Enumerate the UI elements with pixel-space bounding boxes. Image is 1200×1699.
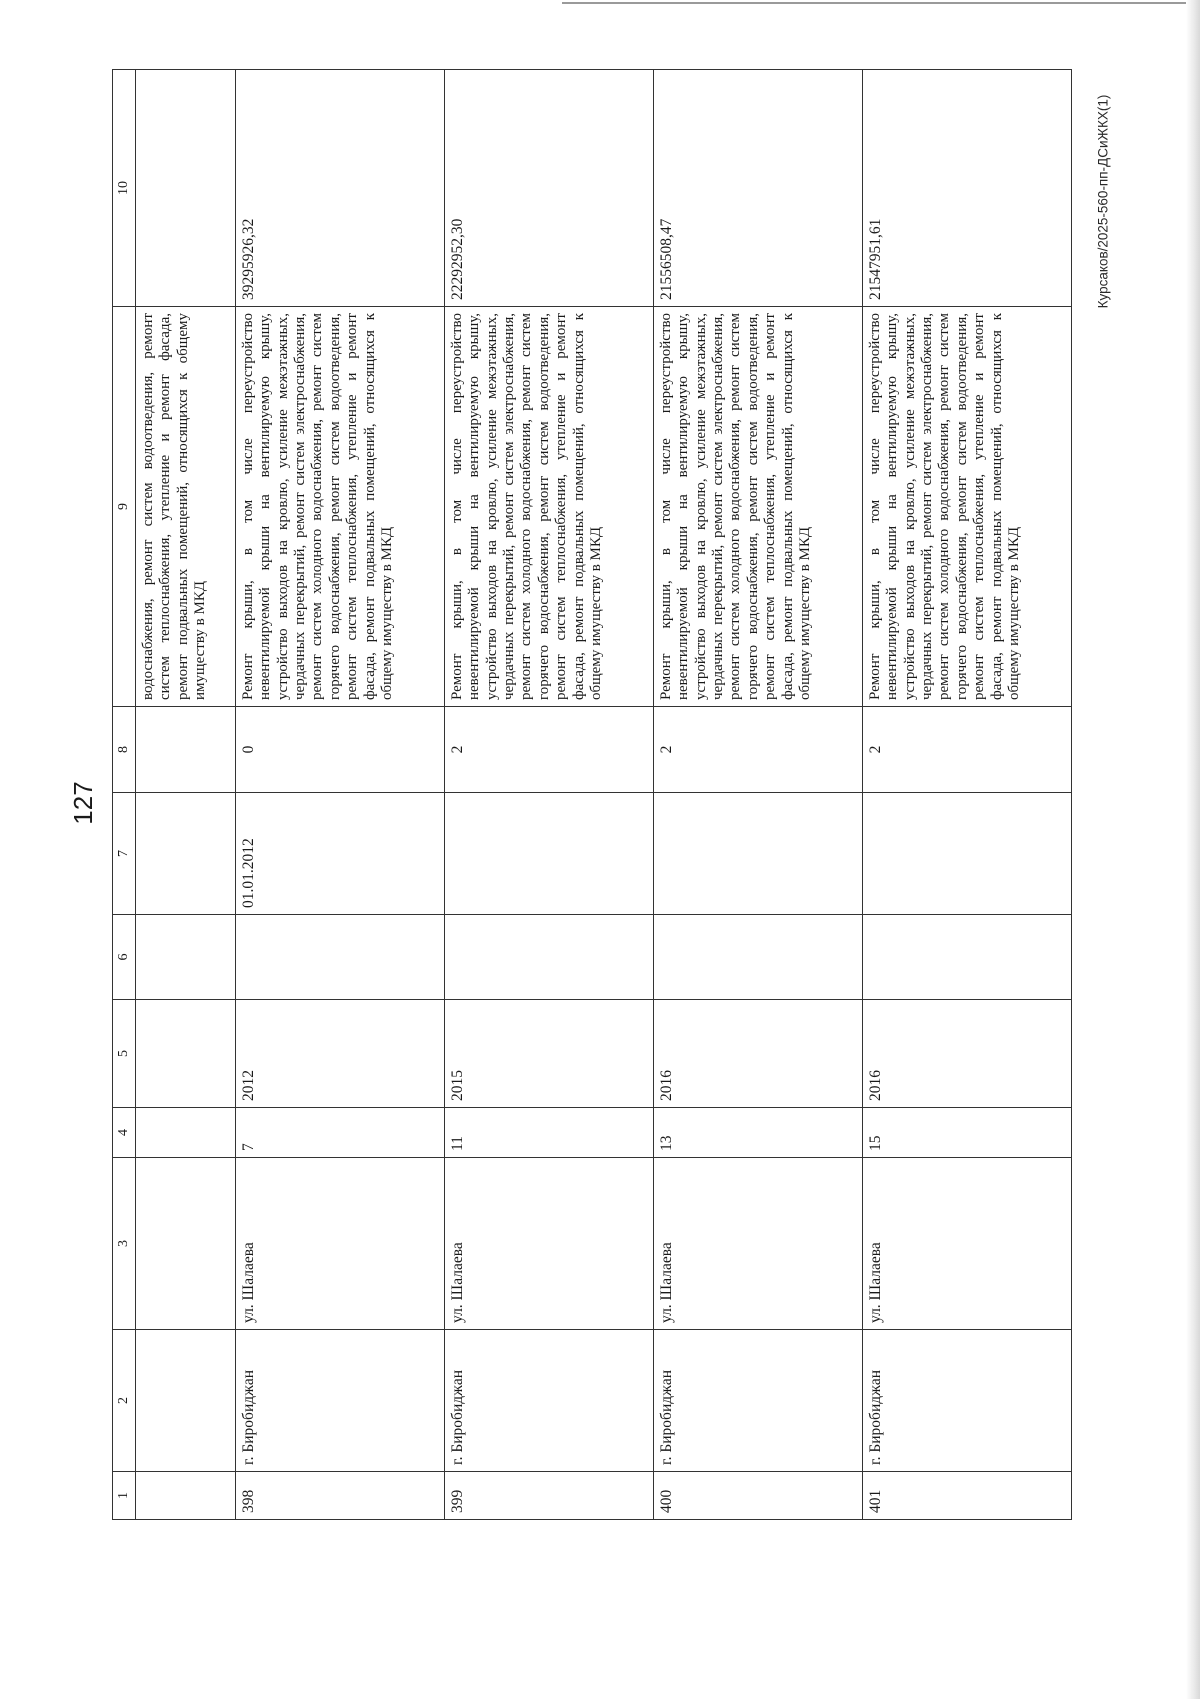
street-cell: ул. Шалаева xyxy=(235,1158,444,1330)
document-code-text: Курсаков/2025-560-пп-ДСиЖКХ(1) xyxy=(1095,94,1111,308)
table-cell xyxy=(136,793,236,915)
date-cell xyxy=(653,793,862,915)
work-description-cell: Ремонт крыши, в том числе переустройство невентилируемой крыши на вентилируемую крышу, устройство выходов на кровлю, усиление межэтажных, чердачных перекрытий, ремонт систем электроснабжения, ремонт систем холодного водоснабжения, ремонт систем горячего водоснабжения, ремонт систем водоотведения, ремонт систем теплоснабжения, утепление и ремонт фасада, ремонт подвальных помещений, относящихся к общему имуществу в МКД xyxy=(444,307,653,707)
table-cell xyxy=(862,915,1071,1000)
city-cell: г. Биробиджан xyxy=(653,1330,862,1472)
work-description-cell: Ремонт крыши, в том числе переустройство невентилируемой крыши на вентилируемую крышу, устройство выходов на кровлю, усиление межэтажных, чердачных перекрытий, ремонт систем электроснабжения, ремонт систем холодного водоснабжения, ремонт систем горячего водоснабжения, ремонт систем водоотведения, ремонт систем теплоснабжения, утепление и ремонт фасада, ремонт подвальных помещений, относящихся к общему имуществу в МКД xyxy=(862,307,1071,707)
document-code xyxy=(1094,86,1112,316)
column-header: 9 xyxy=(113,307,136,707)
table-row-continuation xyxy=(136,70,236,1520)
table-cell xyxy=(136,1108,236,1158)
table-cell xyxy=(136,915,236,1000)
city-cell: г. Биробиджан xyxy=(444,1330,653,1472)
count-cell: 2 xyxy=(653,707,862,793)
amount-cell: 39295926,32 xyxy=(235,70,444,307)
column-header: 2 xyxy=(113,1330,136,1472)
count-cell: 2 xyxy=(862,707,1071,793)
table-cell xyxy=(136,70,236,307)
work-description-cell: Ремонт крыши, в том числе переустройство невентилируемой крыши на вентилируемую крышу, устройство выходов на кровлю, усиление межэтажных, чердачных перекрытий, ремонт систем электроснабжения, ремонт систем холодного водоснабжения, ремонт систем горячего водоснабжения, ремонт систем водоотведения, ремонт систем теплоснабжения, утепление и ремонт фасада, ремонт подвальных помещений, относящихся к общему имуществу в МКД xyxy=(653,307,862,707)
house-number-cell: 11 xyxy=(444,1108,653,1158)
city-cell: г. Биробиджан xyxy=(235,1330,444,1472)
row-number-cell: 401 xyxy=(862,1472,1071,1520)
house-number-cell: 13 xyxy=(653,1108,862,1158)
column-header: 1 xyxy=(113,1472,136,1520)
amount-cell: 22292952,30 xyxy=(444,70,653,307)
city-cell: г. Биробиджан xyxy=(862,1330,1071,1472)
register-table xyxy=(112,69,1072,1520)
row-number-cell: 398 xyxy=(235,1472,444,1520)
column-header: 8 xyxy=(113,707,136,793)
house-number-cell: 15 xyxy=(862,1108,1071,1158)
scan-edge-shadow xyxy=(1186,0,1200,1699)
table-header-row xyxy=(113,70,136,1520)
row-number-cell: 399 xyxy=(444,1472,653,1520)
street-cell: ул. Шалаева xyxy=(444,1158,653,1330)
count-cell: 2 xyxy=(444,707,653,793)
table-row xyxy=(235,70,444,1520)
year-cell: 2016 xyxy=(653,1000,862,1108)
column-header: 10 xyxy=(113,70,136,307)
date-cell: 01.01.2012 xyxy=(235,793,444,915)
amount-cell: 21556508,47 xyxy=(653,70,862,307)
table-cell xyxy=(136,1330,236,1472)
work-description-cell: водоснабжения, ремонт систем водоотведения, ремонт систем теплоснабжения, утепление и ремонт фасада, ремонт подвальных помещений, относящихся к общему имуществу в МКД xyxy=(136,307,236,707)
table-row xyxy=(444,70,653,1520)
year-cell: 2016 xyxy=(862,1000,1071,1108)
register-table-container xyxy=(112,70,1072,1520)
column-header: 3 xyxy=(113,1158,136,1330)
date-cell xyxy=(444,793,653,915)
table-cell xyxy=(444,915,653,1000)
scan-edge-line xyxy=(562,2,1200,4)
column-header: 7 xyxy=(113,793,136,915)
table-row xyxy=(862,70,1071,1520)
table-cell xyxy=(136,1472,236,1520)
row-number-cell: 400 xyxy=(653,1472,862,1520)
register-table-rotated xyxy=(112,70,1072,1520)
table-cell xyxy=(235,915,444,1000)
street-cell: ул. Шалаева xyxy=(653,1158,862,1330)
page-number-text: 127 xyxy=(67,781,98,825)
table-cell xyxy=(653,915,862,1000)
table-cell xyxy=(136,707,236,793)
column-header: 5 xyxy=(113,1000,136,1108)
year-cell: 2012 xyxy=(235,1000,444,1108)
count-cell: 0 xyxy=(235,707,444,793)
page-number xyxy=(63,783,103,823)
year-cell: 2015 xyxy=(444,1000,653,1108)
work-description-cell: Ремонт крыши, в том числе переустройство невентилируемой крыши на вентилируемую крышу, устройство выходов на кровлю, усиление межэтажных, чердачных перекрытий, ремонт систем электроснабжения, ремонт систем холодного водоснабжения, ремонт систем горячего водоснабжения, ремонт систем водоотведения, ремонт систем теплоснабжения, утепление и ремонт фасада, ремонт подвальных помещений, относящихся к общему имуществу в МКД xyxy=(235,307,444,707)
table-cell xyxy=(136,1158,236,1330)
table-row xyxy=(653,70,862,1520)
date-cell xyxy=(862,793,1071,915)
house-number-cell: 7 xyxy=(235,1108,444,1158)
column-header: 4 xyxy=(113,1108,136,1158)
column-header: 6 xyxy=(113,915,136,1000)
street-cell: ул. Шалаева xyxy=(862,1158,1071,1330)
table-cell xyxy=(136,1000,236,1108)
amount-cell: 21547951,61 xyxy=(862,70,1071,307)
